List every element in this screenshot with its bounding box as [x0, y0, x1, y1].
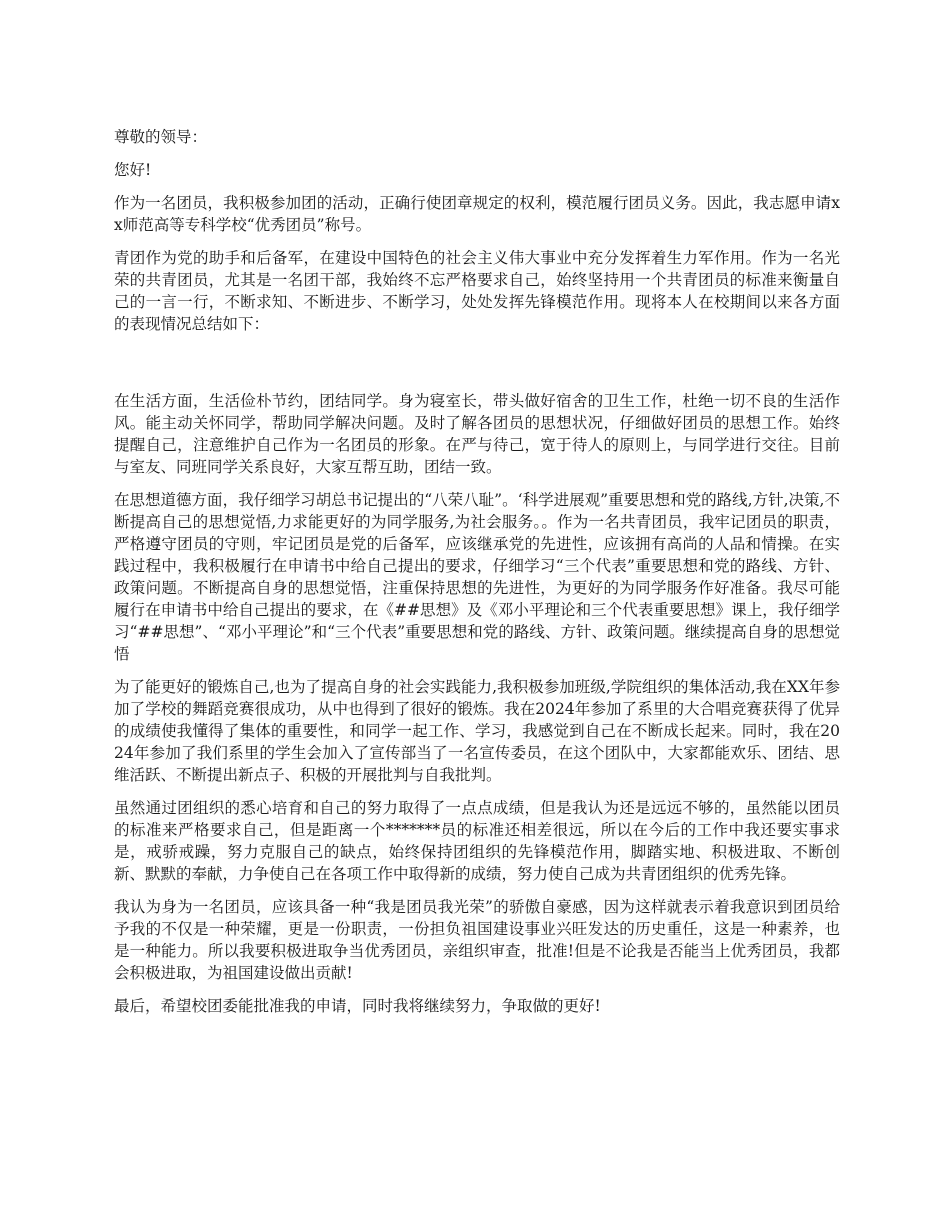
paragraph-pride: 我认为身为一名团员，应该具备一种“我是团员我光荣”的骄傲自豪感，因为这样就表示着我意识到团员给予我的不仅是一种荣耀，更是一份职责，一份担负祖国建设事业兴旺发达的历史重任，这是一种素养，也是一种能力。所以我要积极进取争当优秀团员，亲组织审查，批准!但是不论我是否能当上优秀团员，我都会积极进取，为祖国建设做出贡献!	[114, 898, 840, 982]
document-body	[114, 126, 840, 1028]
paragraph-intro: 作为一名团员，我积极参加团的活动，正确行使团章规定的权利，模范履行团员义务。因此，我志愿申请xx师范高等专科学校“优秀团员”称号。	[114, 194, 840, 234]
paragraph-life: 在生活方面，生活俭朴节约，团结同学。身为寝室长，带头做好宿舍的卫生工作，杜绝一切不良的生活作风。能主动关怀同学，帮助同学解决问题。及时了解各团员的思想状况，仔细做好团员的思想工作。始终提醒自己，注意维护自己作为一名团员的形象。在严与待己，宽于待人的原则上，与同学进行交往。目前与室友、同班同学关系良好，大家互帮互助，团结一致。	[114, 392, 840, 476]
paragraph-closing: 最后，希望校团委能批准我的申请，同时我将继续努力，争取做的更好!	[114, 997, 601, 1015]
paragraph-ideology: 在思想道德方面，我仔细学习胡总书记提出的“八荣八耻”。‘科学进展观”重要思想和党的路线,方针,决策,不断提高自己的思想觉悟,力求能更好的为同学服务,为社会服务。。作为一名共青团员，我牢记团员的职责，严格遵守团员的守则，牢记团员是党的后备军，应该继承党的先进性，应该拥有高尚的人品和情操。在实践过程中，我积极履行在申请书中给自己提出的要求，仔细学习“三个代表”重要思想和党的路线、方针、政策问题。不断提高自身的思想觉悟，注重保持思想的先进性，为更好的为同学服务作好准备。我尽可能履行在申请书中给自己提出的要求，在《##思想》及《邓小平理论和三个代表重要思想》课上，我仔细学习“##思想”、“邓小平理论”和“三个代表”重要思想和党的路线、方针、政策问题。继续提高自身的思想觉悟	[114, 491, 840, 663]
greeting: 您好!	[114, 161, 152, 179]
paragraph-reflection: 虽然通过团组织的悉心培育和自己的努力取得了一点点成绩，但是我认为还是远远不够的，虽然能以团员的标准来严格要求自己，但是距离一个*******员的标准还相差很远，所以在今后的工作中我还要实事求是，戒骄戒躁，努力克服自己的缺点，始终保持团组织的先锋模范作用，脚踏实地、积极进取、不断创新、默默的奉献，力争使自己在各项工作中取得新的成绩，努力使自己成为共青团组织的优秀先锋。	[114, 799, 840, 883]
paragraph-activities: 为了能更好的锻炼自己,也为了提高自身的社会实践能力,我积极参加班级,学院组织的集体活动,我在XX年参加了学校的舞蹈竞赛很成功，从中也得到了很好的锻炼。我在2024年参加了系里的大合唱竞赛获得了优异的成绩使我懂得了集体的重要性，和同学一起工作、学习，我感觉到自己在不断成长起来。同时，我在2024年参加了我们系里的学生会加入了宣传部当了一名宣传委员，在这个团队中，大家都能欢乐、团结、思维活跃、不断提出新点子、积极的开展批判与自我批判。	[114, 678, 840, 784]
paragraph-background: 青团作为党的助手和后备军，在建设中国特色的社会主义伟大事业中充分发挥着生力军作用。作为一名光荣的共青团员，尤其是一名团干部，我始终不忘严格要求自己，始终坚持用一个共青团员的标准来衡量自己的一言一行，不断求知、不断进步、不断学习，处处发挥先锋模范作用。现将本人在校期间以来各方面的表现情况总结如下：	[114, 249, 840, 333]
blank-gap	[114, 346, 840, 390]
salutation: 尊敬的领导：	[114, 128, 208, 146]
